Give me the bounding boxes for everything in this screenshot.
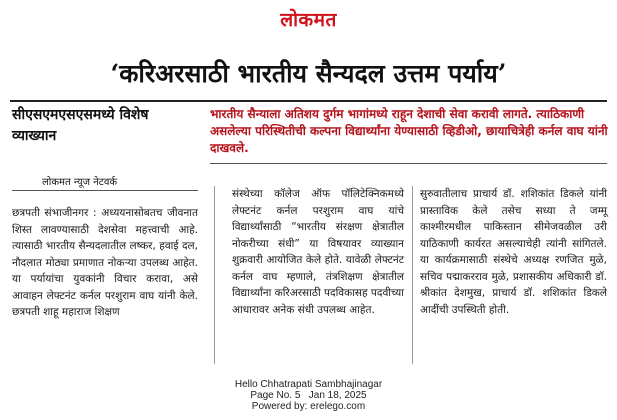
- article-column-3: सुरुवातीलाच प्राचार्य डॉ. शशिकांत डिकले यांनी प्रास्ताविक केले तसेच सध्या ते जम्मू काश्मीरमधील पाकिस्तान सीमेजवळील उरी याठिकाणी कार्यरत असल्याचेही त्यांनी सांगितले. या कार्यक्रमासाठी संस्थेचे अध्यक्ष रणजित मुळे, सचिव पद्माकरराव मुळे, प्रशासकीय अधिकारी डॉ. श्रीकांत देशमुख, प्राचार्य डॉ. शशिकांत डिकले आदींची उपस्थिती होती.: [420, 188, 607, 316]
- article-deck: भारतीय सैन्याला अतिशय दुर्गम भागांमध्ये राहून देशाची सेवा करावी लागते. त्याठिकाणी असलेल्या परिस्थितीची कल्पना विद्यार्थ्यांना येण्यासाठी व्हिडीओ, छायाचित्रेही कर्नल वाघ यांनी दाखवले.: [210, 107, 608, 155]
- footer-page-date: Page No. 5 Jan 18, 2025: [250, 390, 367, 401]
- footer-powered-by: Powered by: erelego.com: [251, 401, 366, 412]
- footer-edition: Hello Chhatrapati Sambhajinagar: [234, 379, 383, 390]
- byline-divider: [12, 190, 198, 191]
- epaper-footer: [0, 379, 617, 412]
- column-rule: [412, 186, 413, 364]
- article-subhead: सीएसएमएसएसमध्ये विशेष व्याख्यान: [12, 107, 149, 144]
- article-column-2: संस्थेच्या कॉलेज ऑफ पॉलिटेक्निकमध्ये लेफ्टनंट कर्नल परशुराम वाघ यांचे विद्यार्थ्यांसाठी “भारतीय संरक्षण क्षेत्रातील नोकरीच्या संधी” या विषयावर व्याख्यान शुक्रवारी आयोजित केले होते. यावेळी लेफ्टनंट कर्नल वाघ म्हणाले, तंत्रशिक्षण क्षेत्रातील विद्यार्थ्यांना करिअरसाठी पदविकासह पदवीच्या आधारावर अनेक संधी उपलब्ध आहेत.: [232, 188, 404, 316]
- newspaper-masthead: लोकमत: [280, 9, 337, 31]
- article-headline: ‘करिअरसाठी भारतीय सैन्यदल उत्तम पर्याय’: [110, 59, 507, 88]
- deck-divider: [210, 163, 607, 164]
- article-column-1: छत्रपती संभाजीनगर : अध्ययनासोबतच जीवनात शिस्त लावण्यासाठी देशसेवा महत्त्वाची आहे. त्यासाठी भारतीय सैन्यदलातील लष्कर, हवाई दल, नौदलात मोठ्या प्रमाणात नोकऱ्या उपलब्ध आहेत. या पर्यायांचा युवकांनी विचार करावा, असे आवाहन लेफ्टनंट कर्नल परशुराम वाघ यांनी केले. छत्रपती शाहू महाराज शिक्षण: [12, 207, 198, 318]
- byline: लोकमत न्यूज नेटवर्क: [42, 177, 118, 188]
- column-rule: [214, 186, 215, 364]
- headline-divider: [10, 100, 607, 102]
